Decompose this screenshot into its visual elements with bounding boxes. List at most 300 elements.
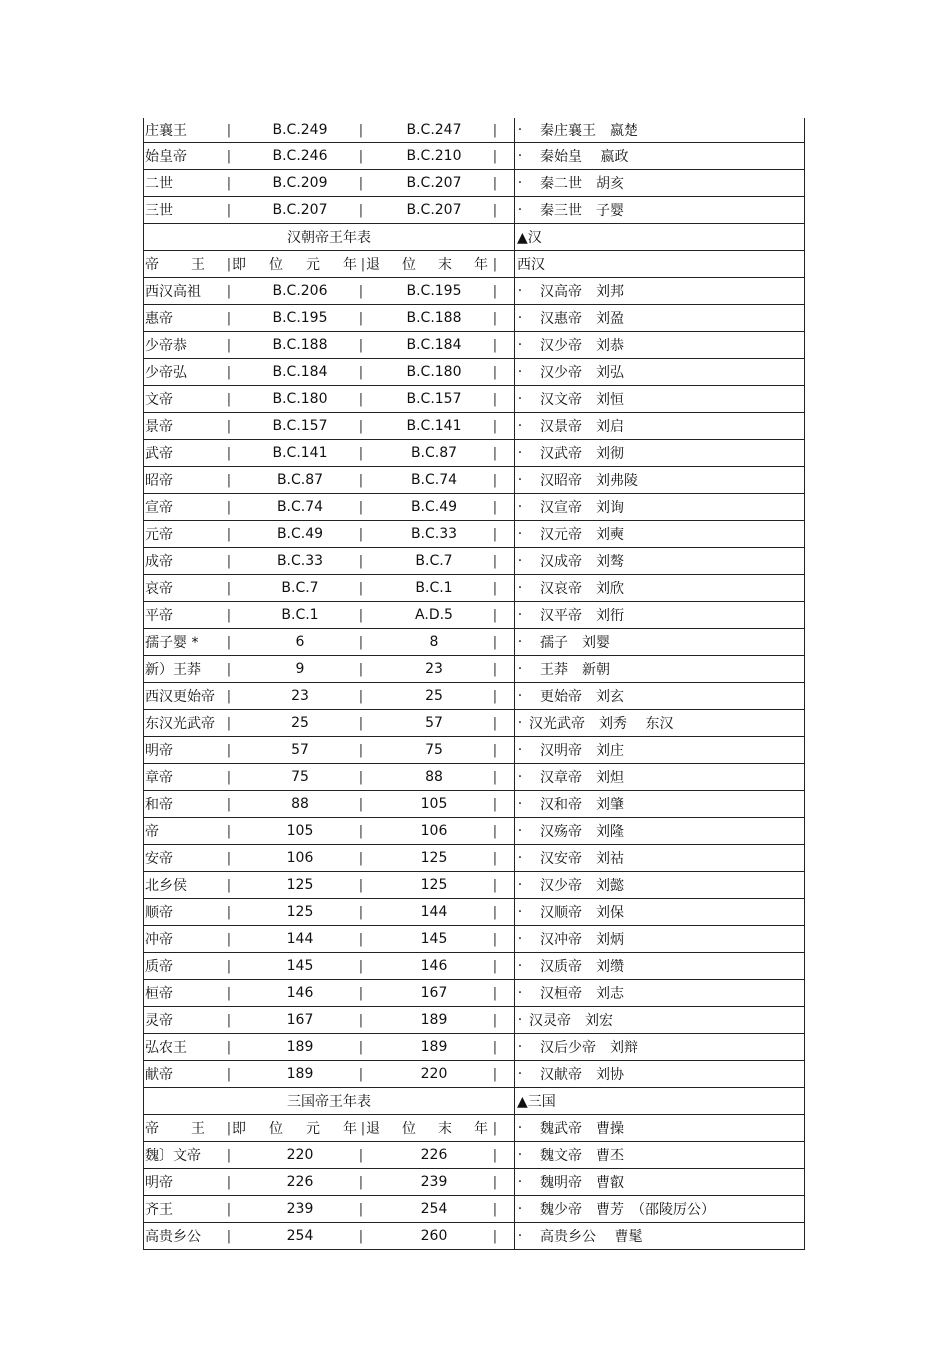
ruler-note-cell: 汉文帝 刘恒 [540,392,624,408]
emperor-cell: 齐王 [145,1202,173,1218]
end-year-cell: B.C.210 [406,148,462,164]
column-separator: | [492,283,498,299]
column-separator: | [358,931,364,947]
table-row [144,1223,805,1250]
end-year-cell: 144 [420,904,448,920]
ruler-note-cell: 秦始皇 嬴政 [540,149,629,165]
column-separator: | [358,1201,364,1217]
end-year-cell: 189 [420,1012,448,1028]
column-separator: | [492,796,498,812]
ruler-note-cell: 汉安帝 刘祜 [540,851,624,867]
table-row [144,764,805,791]
end-year-cell: 105 [420,796,448,812]
column-separator: | [358,742,364,758]
ruler-note-cell: 汉明帝 刘庄 [540,743,624,759]
bullet-dot: · [517,1147,523,1163]
column-separator: | [492,985,498,1001]
ruler-note-cell: 魏少帝 曹芳 （邵陵厉公） [540,1202,715,1218]
bullet-dot: · [517,1039,523,1055]
end-year-cell: 88 [425,769,443,785]
emperor-cell: 质帝 [145,959,173,975]
start-year-cell: 25 [291,715,309,731]
ruler-note-cell: 汉质帝 刘缵 [540,959,624,975]
header-char: 即 [232,257,246,273]
start-year-cell: 106 [286,850,314,866]
column-separator: | [226,283,232,299]
ruler-note-cell: 魏明帝 曹叡 [540,1175,624,1191]
row-right-border [804,1142,805,1168]
ruler-note-cell: 汉惠帝 刘盈 [540,311,624,327]
column-separator: | [358,634,364,650]
start-year-cell: B.C.49 [276,526,324,542]
ruler-note-cell: 汉灵帝 刘宏 [529,1013,613,1029]
end-year-cell: 75 [425,742,443,758]
start-year-cell: B.C.206 [272,283,328,299]
ruler-note-cell: 更始帝 刘玄 [540,689,624,705]
end-year-cell: 23 [425,661,443,677]
table-row [144,926,805,953]
column-separator: | [226,661,232,677]
table-row [144,845,805,872]
column-separator: | [226,850,232,866]
bullet-dot: · [517,931,523,947]
emperor-cell: 始皇帝 [145,149,187,165]
table-row [144,1034,805,1061]
column-separator: | [358,796,364,812]
start-year-cell: 226 [286,1174,314,1190]
table-row [144,953,805,980]
header-char: 位 [402,257,416,273]
end-year-cell: B.C.74 [410,472,458,488]
bullet-dot: · [517,877,523,893]
column-separator: | [226,796,232,812]
column-separator: | [492,418,498,434]
column-separator: | [492,877,498,893]
emperor-cell: 西汉更始帝 [145,689,215,705]
table-row [144,1115,805,1142]
column-separator: | [226,634,232,650]
column-separator: | [358,202,364,218]
start-year-cell: 189 [286,1039,314,1055]
header-char: 退 [366,1121,380,1137]
ruler-note-cell: 汉冲帝 刘炳 [540,932,624,948]
bullet-dot: · [517,445,523,461]
table-row [144,1142,805,1169]
header-start-year [232,251,357,277]
start-year-cell: 57 [291,742,309,758]
ruler-note-cell: 汉桓帝 刘志 [540,986,624,1002]
column-separator: | [358,364,364,380]
row-right-border [804,521,805,547]
emperor-cell: 献帝 [145,1067,173,1083]
row-right-border [804,764,805,790]
table-row [144,332,805,359]
section-title: 汉朝帝王年表 [287,230,371,246]
table-row [144,872,805,899]
column-separator: | [492,607,498,623]
table-row [144,224,805,251]
header-char: 元 [306,1121,320,1137]
column-separator: | [226,1120,232,1136]
bullet-dot: · [517,958,523,974]
emperor-cell: 文帝 [145,392,173,408]
header-char: 退 [366,257,380,273]
table-row [144,305,805,332]
row-right-border [804,629,805,655]
ruler-note-cell: 魏文帝 曹丕 [540,1148,624,1164]
emperor-cell: 庄襄王 [145,123,187,139]
column-separator: | [226,580,232,596]
bullet-dot: · [517,337,523,353]
header-char: 帝 [145,257,159,273]
column-separator: | [358,661,364,677]
end-year-cell: B.C.188 [406,310,462,326]
emperor-cell: 冲帝 [145,932,173,948]
emperor-cell: 高贵乡公 [145,1229,201,1245]
column-separator: | [358,391,364,407]
column-separator: | [492,904,498,920]
emperor-cell: 魏〕文帝 [145,1148,201,1164]
start-year-cell: B.C.209 [272,175,328,191]
start-year-cell: B.C.246 [272,148,328,164]
bullet-dot: · [517,769,523,785]
emperor-cell: 西汉高祖 [145,284,201,300]
row-right-border [804,1007,805,1033]
row-right-border [804,170,805,196]
start-year-cell: 105 [286,823,314,839]
header-end-year [366,251,488,277]
bullet-dot: · [517,283,523,299]
ruler-note-cell: 汉顺帝 刘保 [540,905,624,921]
column-separator: | [358,877,364,893]
ruler-note-cell: 高贵乡公 曹髦 [540,1229,643,1245]
bullet-dot: · [517,607,523,623]
table-row [144,710,805,737]
column-separator: | [492,634,498,650]
column-separator: | [492,823,498,839]
column-separator: | [226,823,232,839]
column-separator: | [358,985,364,1001]
bullet-dot: · [517,1066,523,1082]
column-separator: | [358,958,364,974]
column-separator: | [492,175,498,191]
end-year-cell: B.C.207 [406,202,462,218]
header-end-year [366,1115,488,1141]
start-year-cell: 75 [291,769,309,785]
row-right-border [804,737,805,763]
ruler-note-cell: 汉和帝 刘肇 [540,797,624,813]
column-separator: | [492,1174,498,1190]
column-separator: | [226,122,232,138]
column-separator: | [492,931,498,947]
table-row [144,818,805,845]
ruler-note-cell: 汉献帝 刘协 [540,1067,624,1083]
bullet-dot: · [517,553,523,569]
start-year-cell: B.C.195 [272,310,328,326]
header-char: 位 [269,257,283,273]
header-char: 王 [191,1121,205,1137]
ruler-note-cell: 汉武帝 刘彻 [540,446,624,462]
bullet-dot: · [517,472,523,488]
emperor-cell: 顺帝 [145,905,173,921]
table-row [144,278,805,305]
column-separator: | [358,1228,364,1244]
end-year-cell: 260 [420,1228,448,1244]
row-right-border [804,926,805,952]
column-separator: | [492,1039,498,1055]
table-row [144,575,805,602]
ruler-note-cell: 汉少帝 刘恭 [540,338,624,354]
header-start-year [232,1115,357,1141]
bullet-dot: · [517,310,523,326]
ruler-note-cell: 汉光武帝 刘秀 东汉 [529,716,674,732]
column-separator: | [492,715,498,731]
column-separator: | [492,445,498,461]
emperor-cell: 桓帝 [145,986,173,1002]
end-year-cell: 146 [420,958,448,974]
header-char: 位 [269,1121,283,1137]
end-year-cell: B.C.33 [410,526,458,542]
column-separator: | [358,418,364,434]
column-separator: | [492,310,498,326]
column-separator: | [358,688,364,704]
emperor-cell: 章帝 [145,770,173,786]
column-separator: | [492,391,498,407]
column-separator: | [358,823,364,839]
row-right-border [804,953,805,979]
table-row [144,197,805,224]
table-row [144,899,805,926]
header-char: 位 [402,1121,416,1137]
header-char: 年 [343,257,357,273]
ruler-note-cell: 汉哀帝 刘欣 [540,581,624,597]
ruler-note-cell: 汉元帝 刘奭 [540,527,624,543]
ruler-note-cell: 汉章帝 刘炟 [540,770,624,786]
start-year-cell: B.C.157 [272,418,328,434]
column-separator: | [358,1174,364,1190]
column-separator: | [226,931,232,947]
column-separator: | [226,256,232,272]
column-separator: | [358,1039,364,1055]
dynasty-label: 西汉 [517,257,545,273]
column-separator: | [492,1012,498,1028]
column-separator: | [492,958,498,974]
column-separator: | [492,1066,498,1082]
column-separator: | [226,1066,232,1082]
start-year-cell: B.C.33 [276,553,324,569]
emperor-cell: 二世 [145,176,173,192]
emperor-cell: 北乡侯 [145,878,187,894]
column-separator: | [226,904,232,920]
emperor-cell: 弘农王 [145,1040,187,1056]
start-year-cell: 239 [286,1201,314,1217]
column-separator: | [358,445,364,461]
end-year-cell: A.D.5 [415,607,453,623]
column-separator: | [358,769,364,785]
column-separator: | [358,1147,364,1163]
bullet-dot: · [517,526,523,542]
bullet-dot: · [517,742,523,758]
bullet-dot: · [517,202,523,218]
row-right-border [804,413,805,439]
end-year-cell: 106 [420,823,448,839]
bullet-dot: · [517,634,523,650]
emperor-cell: 安帝 [145,851,173,867]
start-year-cell: B.C.249 [272,122,328,138]
ruler-note-cell: 王莽 新朝 [540,662,610,678]
end-year-cell: B.C.207 [406,175,462,191]
column-separator: | [226,526,232,542]
row-right-border [804,197,805,223]
bullet-dot: · [517,661,523,677]
column-separator: | [358,1066,364,1082]
emperor-cell: 景帝 [145,419,173,435]
emperor-cell: 东汉光武帝 [145,716,215,732]
column-separator: | [226,769,232,785]
ruler-note-cell: 汉殇帝 刘隆 [540,824,624,840]
row-right-border [804,548,805,574]
column-separator: | [358,580,364,596]
table-row [144,386,805,413]
bullet-dot: · [517,391,523,407]
column-separator: | [492,148,498,164]
emperor-cell: 惠帝 [145,311,173,327]
column-separator: | [358,553,364,569]
emperor-cell: 宣帝 [145,500,173,516]
row-right-border [804,1061,805,1087]
column-separator: | [358,175,364,191]
end-year-cell: 125 [420,850,448,866]
start-year-cell: 146 [286,985,314,1001]
end-year-cell: 189 [420,1039,448,1055]
column-separator: | [358,472,364,488]
section-title: 三国帝王年表 [287,1094,371,1110]
header-char: 年 [343,1121,357,1137]
emperor-cell: 元帝 [145,527,173,543]
bullet-dot: · [517,1120,523,1136]
start-year-cell: 145 [286,958,314,974]
column-separator: | [358,499,364,515]
start-year-cell: B.C.7 [281,580,319,596]
column-separator: | [226,688,232,704]
emperor-cell: 三世 [145,203,173,219]
bullet-dot: · [517,985,523,1001]
end-year-cell: B.C.180 [406,364,462,380]
column-separator: | [492,472,498,488]
row-right-border [804,224,805,250]
column-separator: | [360,1120,366,1136]
emperor-cell: 帝 [145,824,159,840]
row-right-border [804,1088,805,1114]
column-separator: | [226,148,232,164]
column-separator: | [492,553,498,569]
column-separator: | [226,553,232,569]
column-separator: | [226,202,232,218]
column-separator: | [492,122,498,138]
ruler-note-cell: 汉昭帝 刘弗陵 [540,473,638,489]
row-right-border [804,980,805,1006]
end-year-cell: 167 [420,985,448,1001]
end-year-cell: 239 [420,1174,448,1190]
row-right-border [804,656,805,682]
start-year-cell: B.C.188 [272,337,328,353]
table-row [144,1196,805,1223]
start-year-cell: 9 [295,661,305,677]
column-separator: | [226,310,232,326]
header-char: 年 [474,1121,488,1137]
table-row [144,1169,805,1196]
row-right-border [804,440,805,466]
end-year-cell: B.C.7 [415,553,453,569]
column-separator: | [492,1120,498,1136]
row-right-border [804,118,805,142]
column-separator: | [358,526,364,542]
table-row [144,118,805,143]
end-year-cell: 125 [420,877,448,893]
ruler-note-cell: 秦庄襄王 嬴楚 [540,123,638,139]
column-separator: | [358,715,364,731]
dynasty-label: ▲汉 [517,230,542,246]
table-row [144,548,805,575]
start-year-cell: 144 [286,931,314,947]
dynasty-label: ▲三国 [517,1094,556,1110]
column-separator: | [492,850,498,866]
row-right-border [804,1034,805,1060]
emperor-cell: 少帝恭 [145,338,187,354]
column-separator: | [492,499,498,515]
column-separator: | [226,607,232,623]
column-separator: | [226,715,232,731]
ruler-note-cell: 汉后少帝 刘辩 [540,1040,638,1056]
start-year-cell: 88 [291,796,309,812]
header-emperor [145,251,205,277]
bullet-dot: · [517,796,523,812]
row-right-border [804,278,805,304]
column-separator: | [226,1147,232,1163]
table-row [144,1061,805,1088]
bullet-dot: · [517,823,523,839]
column-separator: | [358,850,364,866]
row-right-border [804,683,805,709]
row-right-border [804,1115,805,1141]
start-year-cell: B.C.87 [276,472,324,488]
start-year-cell: 125 [286,877,314,893]
column-separator: | [226,445,232,461]
column-separator: | [492,202,498,218]
row-right-border [804,305,805,331]
column-separator: | [358,904,364,920]
header-char: 帝 [145,1121,159,1137]
row-right-border [804,845,805,871]
column-separator: | [492,661,498,677]
ruler-note-cell: 汉成帝 刘骜 [540,554,624,570]
end-year-cell: B.C.1 [415,580,453,596]
column-separator: | [226,958,232,974]
bullet-dot: · [517,1174,523,1190]
column-separator: | [360,256,366,272]
bullet-dot: · [517,1201,523,1217]
column-separator: | [358,337,364,353]
row-right-border [804,467,805,493]
emperor-cell: 明帝 [145,743,173,759]
bullet-dot: · [517,175,523,191]
column-separator: | [492,256,498,272]
row-right-border [804,386,805,412]
end-year-cell: 57 [425,715,443,731]
column-separator: | [226,175,232,191]
row-right-border [804,899,805,925]
table-row [144,440,805,467]
